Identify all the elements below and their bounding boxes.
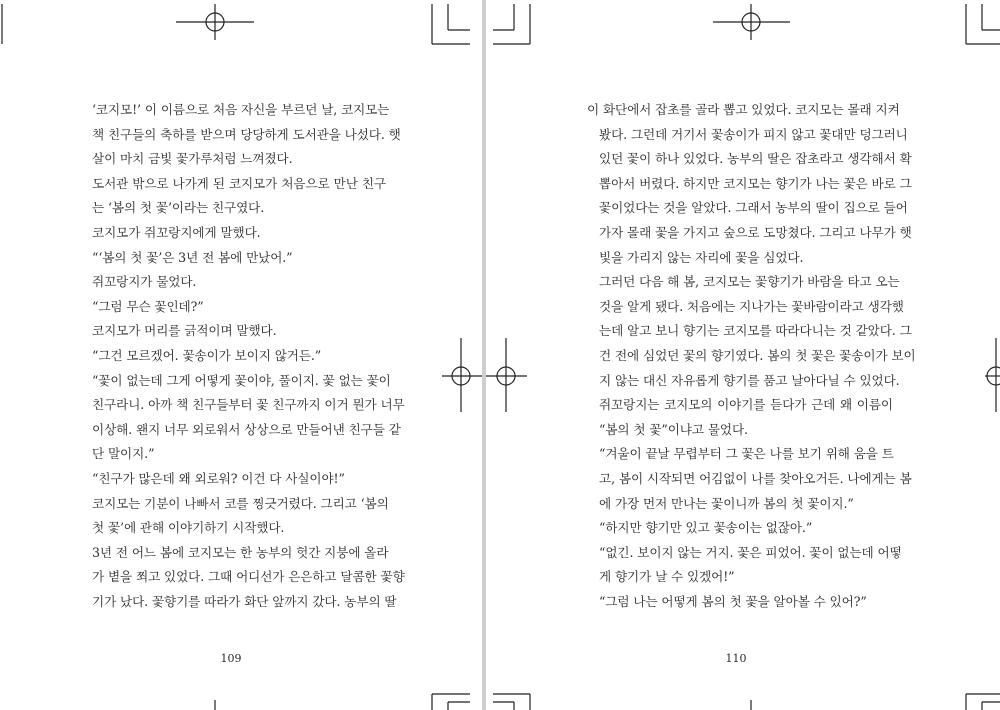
- left-page-number: 109: [220, 652, 242, 665]
- crop-mark-icon: [432, 694, 470, 710]
- text-line: “‘봄의 첫 꽃’은 3년 전 봄에 만났어.”: [92, 249, 293, 265]
- text-line: “그럼 무슨 꽃인데?”: [92, 298, 204, 314]
- text-line: 살이 마치 금빛 꽃가루처럼 느껴졌다.: [92, 151, 293, 167]
- registration-mark-icon: [713, 4, 790, 40]
- text-line: 뽑아서 버렸다. 하지만 코지모는 향기가 나는 꽃은 바로 그: [599, 175, 912, 191]
- text-line: 도서관 밖으로 나가게 된 코지모가 처음으로 만난 친구: [92, 175, 386, 191]
- text-line: 쥐꼬랑지가 물었다.: [92, 274, 197, 290]
- text-line: 에 가장 먼저 만나는 꽃이니까 봄의 첫 꽃이지.”: [599, 495, 854, 511]
- text-line: 코지모가 쥐꼬랑지에게 말했다.: [92, 224, 261, 240]
- text-line: 단 말이지.”: [92, 446, 155, 462]
- text-line: 친구라니. 아까 책 친구들부터 꽃 친구까지 이거 뭔가 너무: [92, 397, 405, 413]
- text-line: “그건 모르겠어. 꽃송이가 보이지 않거든.”: [92, 347, 322, 363]
- registration-mark-icon: [985, 338, 1000, 412]
- right-page-number: 110: [725, 652, 747, 665]
- crop-mark-icon: [966, 694, 1000, 710]
- text-line: 고, 봄이 시작되면 어김없이 나를 찾아오거든. 나에게는 봄: [599, 470, 912, 486]
- crop-mark-icon: [493, 4, 530, 44]
- registration-mark-icon: [442, 338, 482, 412]
- crop-mark-icon: [493, 694, 530, 710]
- text-line: 는 ‘봄의 첫 꽃’이라는 친구였다.: [92, 200, 265, 216]
- text-line: “꽃이 없는데 그게 어떻게 꽃이야, 풀이지. 꽃 없는 꽃이: [92, 372, 391, 388]
- text-line: 게 향기가 날 수 있겠어!”: [599, 569, 735, 585]
- crop-mark-icon: [432, 4, 470, 44]
- text-line: “없긴. 보이지 않는 거지. 꽃은 피었어. 꽃이 없는데 어떻: [599, 544, 902, 560]
- registration-mark-icon: [176, 4, 254, 40]
- text-line: “친구가 많은데 왜 외로워? 이건 다 사실이야!”: [92, 470, 345, 486]
- text-line: “하지만 향기만 있고 꽃송이는 없잖아.”: [599, 520, 813, 536]
- crop-mark-icon: [966, 4, 1000, 44]
- text-line: 빛을 가리지 않는 자리에 꽃을 심었다.: [599, 249, 804, 265]
- text-line: 코지모가 머리를 긁적이며 말했다.: [92, 323, 277, 339]
- text-line: 가자 몰래 꽃을 가지고 숲으로 도망쳤다. 그리고 나무가 햇: [599, 224, 912, 240]
- text-line: 지 않는 대신 자유롭게 향기를 품고 날아다닐 수 있었다.: [599, 372, 900, 388]
- text-line: 있던 꽃이 하나 있었다. 농부의 딸은 잡초라고 생각해서 확: [599, 151, 912, 167]
- text-line: 것을 알게 됐다. 처음에는 지나가는 꽃바람이라고 생각했: [599, 298, 904, 314]
- text-line: 그러던 다음 해 봄, 코지모는 꽃향기가 바람을 타고 오는: [599, 274, 900, 290]
- text-line: “봄의 첫 꽃”이냐고 물었다.: [599, 421, 748, 437]
- text-line: ‘코지모!’ 이 이름으로 처음 자신을 부르던 날, 코지모는: [92, 102, 390, 117]
- text-line: 3년 전 어느 봄에 코지모는 한 농부의 헛간 지붕에 올라: [92, 544, 389, 560]
- text-line: 코지모는 기분이 나빠서 코를 찡긋거렸다. 그리고 ‘봄의: [92, 495, 389, 511]
- text-line: 쥐꼬랑지는 코지모의 이야기를 듣다가 근데 왜 이름이: [599, 397, 893, 413]
- text-line: 가 볕을 쬐고 있었다. 그때 어디선가 은은하고 달콤한 꽃향: [92, 569, 405, 585]
- text-line: 기가 났다. 꽃향기를 따라가 화단 앞까지 갔다. 농부의 딸: [92, 593, 397, 609]
- text-line: 건 전에 심었던 꽃의 향기였다. 봄의 첫 꽃은 꽃송이가 보이: [599, 347, 916, 363]
- text-line: “그럼 나는 어떻게 봄의 첫 꽃을 알아볼 수 있어?”: [599, 593, 867, 609]
- text-line: 꽃이었다는 것을 알았다. 그래서 농부의 딸이 집으로 들어: [599, 200, 908, 216]
- text-line: 이 화단에서 잡초를 골라 뽑고 있었다. 코지모는 몰래 지켜: [587, 102, 900, 117]
- registration-mark-icon: [215, 700, 751, 710]
- text-line: 봤다. 그런데 거기서 꽃송이가 피지 않고 꽃대만 덩그러니: [599, 126, 908, 142]
- text-line: 첫 꽃’에 관해 이야기하기 시작했다.: [92, 520, 285, 536]
- text-line: 책 친구들의 축하를 받으며 당당하게 도서관을 나섰다. 햇: [92, 126, 401, 142]
- text-line: 이상해. 왠지 너무 외로워서 상상으로 만들어낸 친구들 같: [92, 421, 401, 437]
- registration-mark-icon: [486, 338, 527, 412]
- text-line: 는데 알고 보니 향기는 코지모를 따라다니는 것 같았다. 그: [599, 323, 912, 339]
- text-line: “겨울이 끝날 무렵부터 그 꽃은 나를 보기 위해 움을 트: [599, 446, 894, 462]
